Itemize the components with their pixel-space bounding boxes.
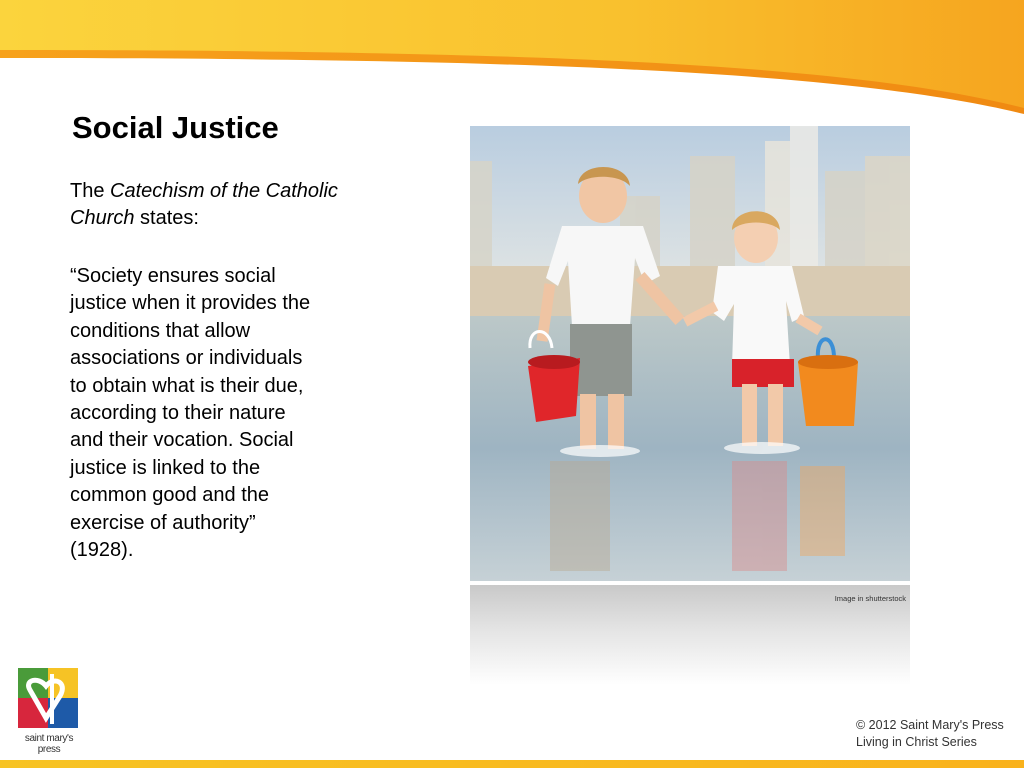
header-swoosh: [0, 0, 1024, 120]
copyright-block: [856, 717, 1004, 751]
beach-children-photo: [470, 126, 910, 581]
intro-suffix: states:: [134, 207, 199, 229]
catechism-title: Catechism of the Catholic Church: [70, 180, 338, 229]
copyright-line: © 2012 Saint Mary's Press: [856, 718, 1004, 732]
footer-band: [0, 760, 1024, 768]
catechism-quote: “Society ensures social justice when it provides the conditions that allow associations or individuals to obtain what is their due, according to their nature and their vocation. Social justice is linked to the common good and the exercise of authority” (1928).: [70, 265, 311, 562]
slide-title: Social Justice: [72, 110, 279, 145]
image-credit: Image in shutterstock: [834, 594, 906, 603]
intro-prefix: The: [70, 180, 111, 202]
series-line: Living in Christ Series: [856, 735, 977, 749]
photo-illustration: [470, 126, 910, 581]
logo-wordmark: saint mary's press: [24, 733, 74, 755]
intro-text: [70, 178, 400, 232]
